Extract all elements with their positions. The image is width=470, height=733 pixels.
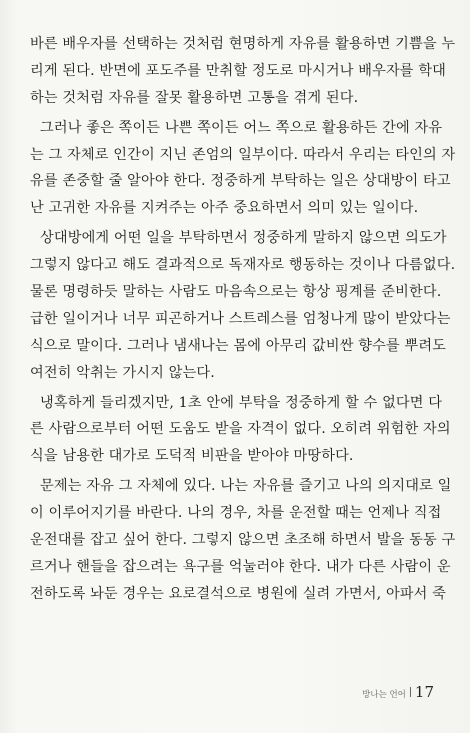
text-line: 바른 배우자를 선택하는 것처럼 현명하게 자유를 활용하면 기쁨을 누: [30, 36, 456, 52]
text-line: 상대방에게 어떤 일을 부탁하면서 정중하게 말하지 않으면 의도가: [40, 230, 447, 247]
text-line: 하는 것처럼 자유를 잘못 활용하면 고통을 겪게 된다.: [30, 89, 359, 106]
text-line: 는 그 자체로 인간이 지닌 존엄의 일부이다. 따라서 우리는 타인의 자: [30, 146, 456, 163]
text-line: 여전히 악취는 가시지 않는다.: [30, 364, 215, 381]
text-line: 급한 일이거나 너무 피곤하거나 스트레스를 엄청나게 많이 받았다는: [30, 310, 451, 327]
paragraph: [30, 115, 456, 223]
body-text: [30, 31, 456, 608]
paragraph: [30, 31, 456, 112]
page-footer: [362, 683, 434, 701]
text-line: 식을 남용한 대가로 도덕적 비판을 받아야 마땅하다.: [30, 448, 354, 465]
paragraph: [30, 225, 456, 386]
text-line: 르거나 핸들을 잡으려는 욕구를 억눌러야 한다. 내가 다른 사람이 운: [30, 558, 451, 575]
text-line: 른 사람으로부터 어떤 도움도 받을 자격이 없다. 오히려 위험한 자의: [30, 421, 451, 438]
text-line: 물론 명령하듯 말하는 사람도 마음속으로는 항상 핑계를 준비한다.: [30, 284, 442, 301]
text-line: 그렇지 않다고 해도 결과적으로 독재자로 행동하는 것이나 다름없다.: [30, 257, 456, 274]
paragraph: [30, 390, 451, 471]
text-line: 냉혹하게 들리겠지만, 1초 안에 부탁을 정중하게 할 수 없다면 다: [40, 394, 443, 411]
text-line: 난 고귀한 자유를 지켜주는 아주 중요하면서 의미 있는 일이다.: [30, 200, 419, 217]
text-line: 그러나 좋은 쪽이든 나쁜 쪽이든 어느 쪽으로 활용하든 간에 자유: [40, 119, 443, 136]
text-line: 전하도록 놔둔 경우는 요로결석으로 병원에 실려 가면서, 아파서 죽: [30, 585, 447, 602]
folio-divider: [410, 687, 411, 697]
text-line: 문제는 자유 그 자체에 있다. 나는 자유를 즐기고 나의 의지대로 일: [40, 478, 452, 495]
text-line: 식으로 말이다. 그러나 냄새나는 몸에 아무리 값비싼 향수를 뿌려도: [30, 337, 447, 354]
running-title: 방나는 언어: [362, 690, 406, 700]
paragraph: [30, 473, 456, 607]
text-line: 유를 존중할 줄 알아야 한다. 정중하게 부탁하는 일은 상대방이 타고: [30, 173, 451, 190]
text-line: 운전대를 잡고 싶어 한다. 그렇지 않으면 초조해 하면서 발을 동동 구: [30, 532, 456, 549]
text-line: 리게 된다. 반면에 포도주를 만취할 정도로 마시거나 배우자를 학대: [30, 62, 447, 79]
text-line: 이 이루어지기를 바란다. 나의 경우, 차를 운전할 때는 언제나 직접: [30, 505, 442, 522]
page-number: 17: [414, 683, 434, 701]
